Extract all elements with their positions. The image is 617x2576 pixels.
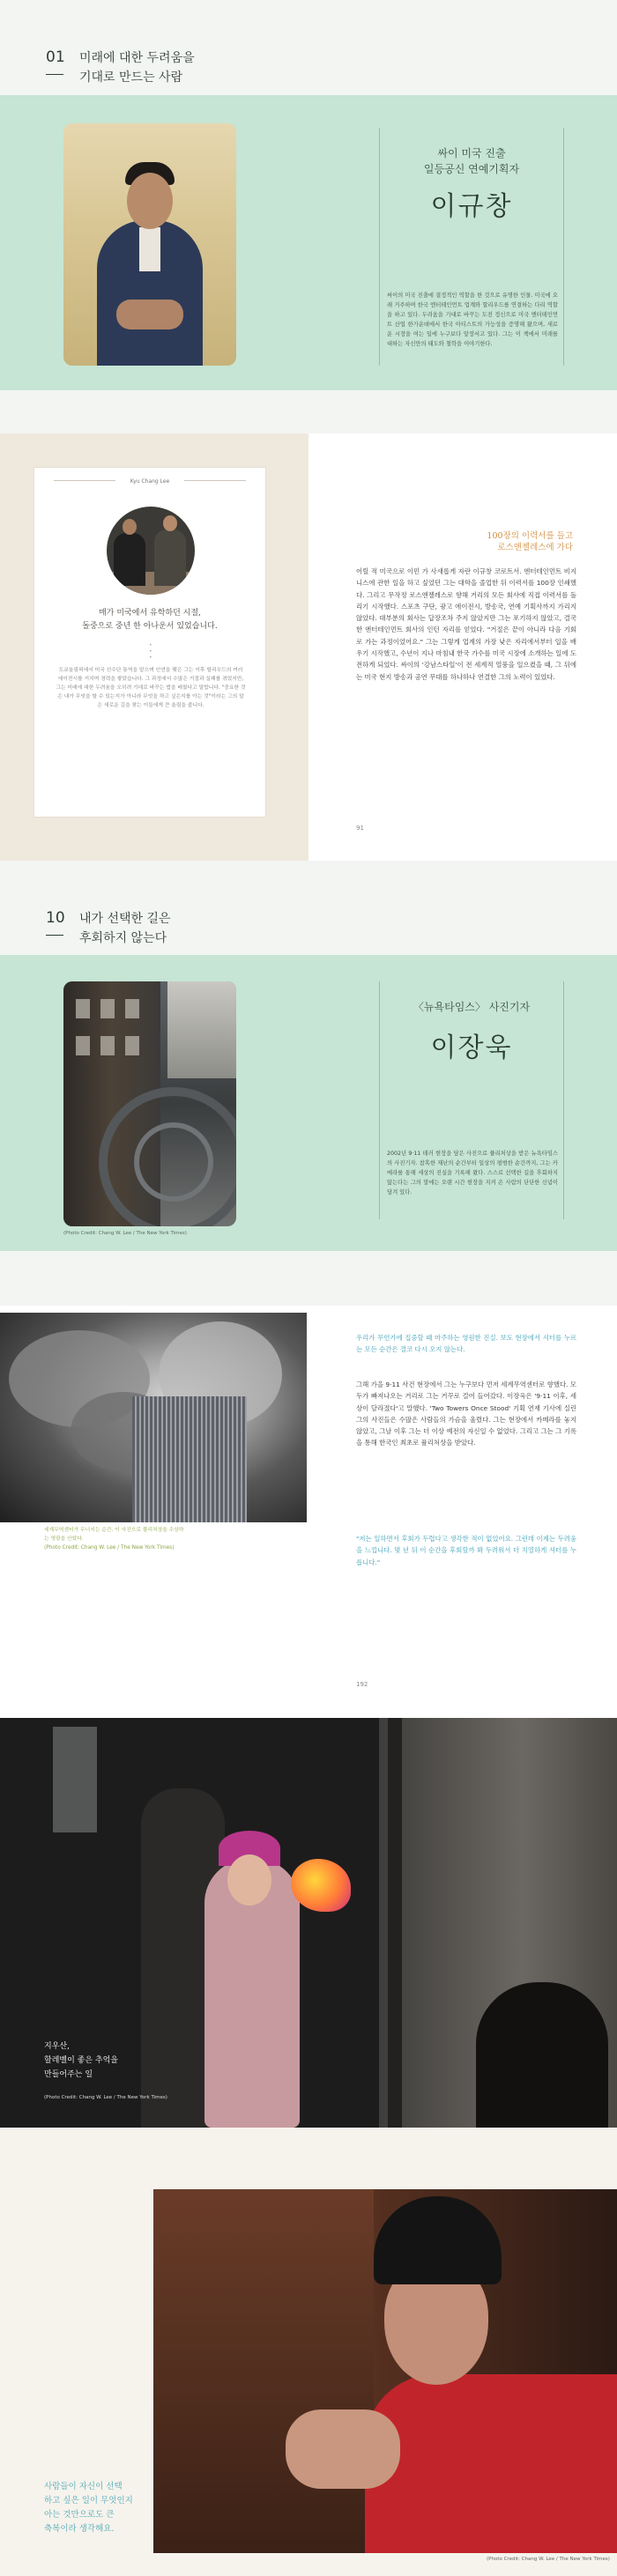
card-body: 도쿄올림픽에서 미국 선수단 통역을 맡으며 인연을 맺은 그는 이후 할리우드의 여러 에이전시를 거치며 경력을 쌓았습니다. 그 과정에서 수많은 거절과 실패를 겪었지만, 그는 미래에 대한 두려움을 오히려 기대로 바꾸는 법을 배웠다고 말합니다. "중요한 것은 내가 무엇을 할 수 있는지가 아니라 무엇을 하고 싶은지를 아는 것"이라는 그의 말은 새로운 길을 찾는 이들에게 큰 울림을 줍니다. — [56, 668, 246, 708]
profile-name: 이규창 — [430, 191, 513, 222]
photo-credit: (Photo Credit: Chang W. Lee / The New York Times) — [63, 1231, 187, 1236]
section-header-2 — [0, 861, 617, 955]
pull-quote: 사람들이 자신이 선택 하고 싶은 일이 무엇인지 아는 것만으로도 큰 축복이라 생각해요. — [44, 2482, 133, 2534]
photo-caption: 세계무역센터가 무너지는 순간. 이 사진으로 퓰리처상을 수상하는 영광을 안았다. (Photo Credit: Chang W. Lee / The New York Times) — [44, 1528, 184, 1551]
article-intro: 우리가 무언가에 집중할 때 마주하는 영원한 진실. 보도 현장에서 셔터를 누르는 모든 순간은 결코 다시 오지 않는다. — [356, 1334, 576, 1354]
page-number: 91 — [356, 825, 364, 832]
profile-panel-2 — [379, 981, 564, 1219]
profile-name: 이장욱 — [430, 1033, 513, 1063]
section-rule — [46, 74, 63, 75]
spacer-2 — [0, 1251, 617, 1306]
spacer — [0, 390, 617, 433]
photo-caption: 지우산, 할레벨이 좋은 추억을 만들어주는 일 — [44, 2042, 118, 2079]
portrait-photo — [63, 123, 236, 366]
article-body: 어릴 적 미국으로 이민 가 사새롭게 자란 이규창 코로트서. 엔터테인먼트 비지니스에 관한 일을 하고 싶었던 그는 대학을 졸업한 뒤 이력서를 100장 인쇄했다. 그리고 무작정 로스앤젤레스로 향해 거리의 모든 회사에 직접 이력서를 돌리기 시작했다. 스포츠 구단, 광고 에이전시, 방송국, 연예 기획사까지 가리지 않았다. 대부분의 회사는 답장조차 주지 않았지만 그는 포기하지 않았고, 결국 한 엔터테인먼트 회사의 인턴 자리를 얻었다. "거절은 끝이 아니라 다음 기회로 가는 과정이었어요." 그는 그렇게 업계의 가장 낮은 자리에서부터 일을 배우기 시작했고, 수년이 지나 마침내 한국 가수를 미국 시장에 소개하는 일에 도전하게 되었다. 싸이의 '강남스타일'이 전 세계적 열풍을 일으켰을 때, 그 뒤에는 미국 현지 방송과 공연 무대를 하나하나 연결한 그의 노력이 있었다. — [356, 567, 576, 681]
section-rule — [46, 935, 63, 936]
book-page-card — [33, 467, 266, 818]
circle-photo — [107, 507, 195, 595]
article-body: 그해 가을 9·11 사건 현장에서 그는 누구보다 먼저 세계무역센터로 향했다. 모두가 빠져나오는 거리로 그는 거꾸로 걸어 들어갔다. 이장욱은 '9·11 이후, 세상이 달라졌다'고 말했다. 'Two Towers Once Stood' 기획 연재 기사에 실린 그의 사진들은 수많은 사람들의 가슴을 울렸다. 그는 현장에서 카메라를 놓지 않았고, 그날 이후 그는 더 이상 예전의 자신일 수 없었다. 그리고 그는 그 기록을 통해 한국인 최초로 퓰리처상을 받았다. — [356, 1381, 576, 1447]
wtc-smoke-photo — [0, 1313, 307, 1522]
page-number: 192 — [356, 1681, 368, 1688]
profile-subtitle: 싸이 미국 진출 일등공신 연예기획자 — [423, 147, 520, 175]
photo-credit: (Photo Credit: Chang W. Lee / The New York Times) — [44, 2095, 167, 2100]
article-quote: "저는 일하면서 후회가 두렵다고 생각한 적이 없었어요. 그런데 이제는 두려움을 느낍니다. 몇 년 뒤 이 순간을 후회할까 봐 두려워서 더 치열하게 셔터를 누릅니다." — [356, 1535, 576, 1566]
profile-subtitle: 〈뉴욕타임스〉 사진기자 — [413, 1001, 531, 1013]
profile-panel — [379, 128, 564, 366]
profile-text: 싸이의 미국 진출에 결정적인 역할을 한 것으로 유명한 인물. 미국에 오래 거주하며 한국 엔터테인먼트 업계와 할리우드를 연결하는 다리 역할을 하고 있다. 두려움을 기대로 바꾸는 도전 정신으로 미국 엔터테인먼트 산업 한가운데에서 한국 아티스트의 가능성을 증명해 왔으며, 새로운 시장을 여는 일에 누구보다 앞장서고 있다. 그는 이 책에서 미래를 대하는 자신만의 태도와 철학을 이야기한다. — [387, 292, 558, 347]
section-title: 내가 선택한 길은 후회하지 않는다 — [79, 912, 171, 945]
profile-text: 2002년 9·11 테러 현장을 담은 사진으로 퓰리처상을 받은 뉴욕타임스의 사진기자. 참혹한 재난의 순간부터 일상의 평범한 순간까지, 그는 카메라를 통해 세상의 진실을 기록해 왔다. 스스로 선택한 길을 후회하지 않는다는 그의 말에는 오랜 시간 현장을 지켜 온 사람의 단단한 신념이 담겨 있다. — [387, 1151, 558, 1195]
card-header: Kyu Chang Lee — [130, 478, 170, 485]
photo-credit: (Photo Credit: Chang W. Lee / The New York Times) — [487, 2557, 610, 2562]
section-number: 01 — [46, 48, 65, 66]
dots-divider: • • • — [149, 642, 152, 661]
jockey-horse-photo — [153, 2189, 617, 2553]
building-photo — [63, 981, 236, 1226]
section-title: 미래에 대한 두려움을 기대로 만드는 사람 — [79, 51, 195, 85]
article-title: 100장의 이력서를 들고 로스앤젤레스에 가다 — [487, 531, 573, 552]
card-quote: 매가 미국에서 유학하던 시절, 돌중으로 중년 한 아나운서 있었습니다. — [82, 609, 218, 631]
section-number: 10 — [46, 909, 65, 927]
section-header — [0, 0, 617, 95]
